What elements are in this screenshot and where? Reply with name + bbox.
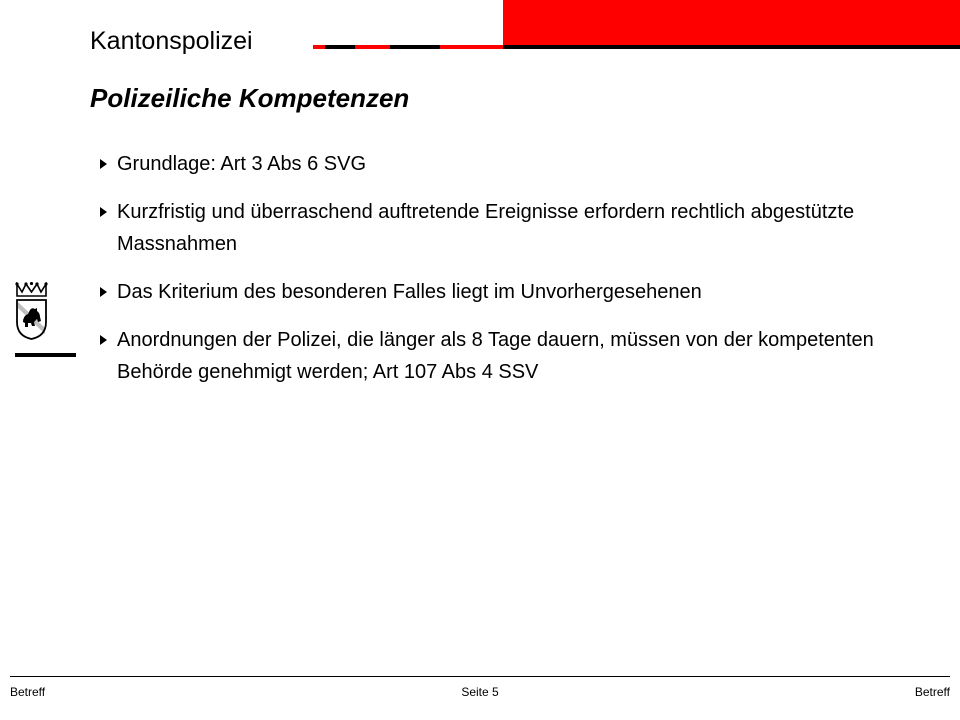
- footer-divider: [10, 676, 950, 677]
- bullet-item: [100, 324, 890, 388]
- bullet-arrow-icon: [100, 207, 107, 217]
- organization-name: Kantonspolizei: [90, 27, 253, 55]
- stripe-red-segment: [313, 45, 325, 49]
- bullet-item: [100, 196, 890, 260]
- bullet-text: Grundlage: Art 3 Abs 6 SVG: [117, 153, 367, 175]
- bullet-text: Kurzfristig und überraschend auftretende Ereignisse erfordern rechtlich abgestützte Massnahmen: [117, 201, 855, 255]
- bullet-arrow-icon: [100, 159, 107, 169]
- stripe-black-segment: [503, 45, 960, 49]
- stripe-red-segment: [355, 45, 390, 49]
- bullet-arrow-icon: [100, 287, 107, 297]
- stripe-red-segment: [440, 45, 503, 49]
- bullet-arrow-icon: [100, 335, 107, 345]
- bullet-item: [100, 276, 890, 308]
- slide-title: Polizeiliche Kompetenzen: [90, 83, 410, 113]
- footer-left-text: Betreff: [10, 685, 46, 699]
- bullet-list: [100, 148, 890, 404]
- header-stripe: [313, 45, 960, 49]
- bullet-item: [100, 148, 890, 180]
- bern-bear-crest-icon: [15, 282, 48, 340]
- footer-page-number: Seite 5: [461, 685, 499, 699]
- bullet-text: Das Kriterium des besonderen Falles liegt im Unvorhergesehenen: [117, 281, 702, 303]
- stripe-black-segment: [390, 45, 440, 49]
- stripe-black-segment: [325, 45, 355, 49]
- header-red-block: [503, 0, 960, 45]
- crest-underline: [15, 353, 76, 357]
- bullet-text: Anordnungen der Polizei, die länger als 8 Tage dauern, müssen von der kompetenten Behörde genehmigt werden; Art 107 Abs 4 SSV: [117, 329, 874, 383]
- footer-right-text: Betreff: [914, 685, 950, 699]
